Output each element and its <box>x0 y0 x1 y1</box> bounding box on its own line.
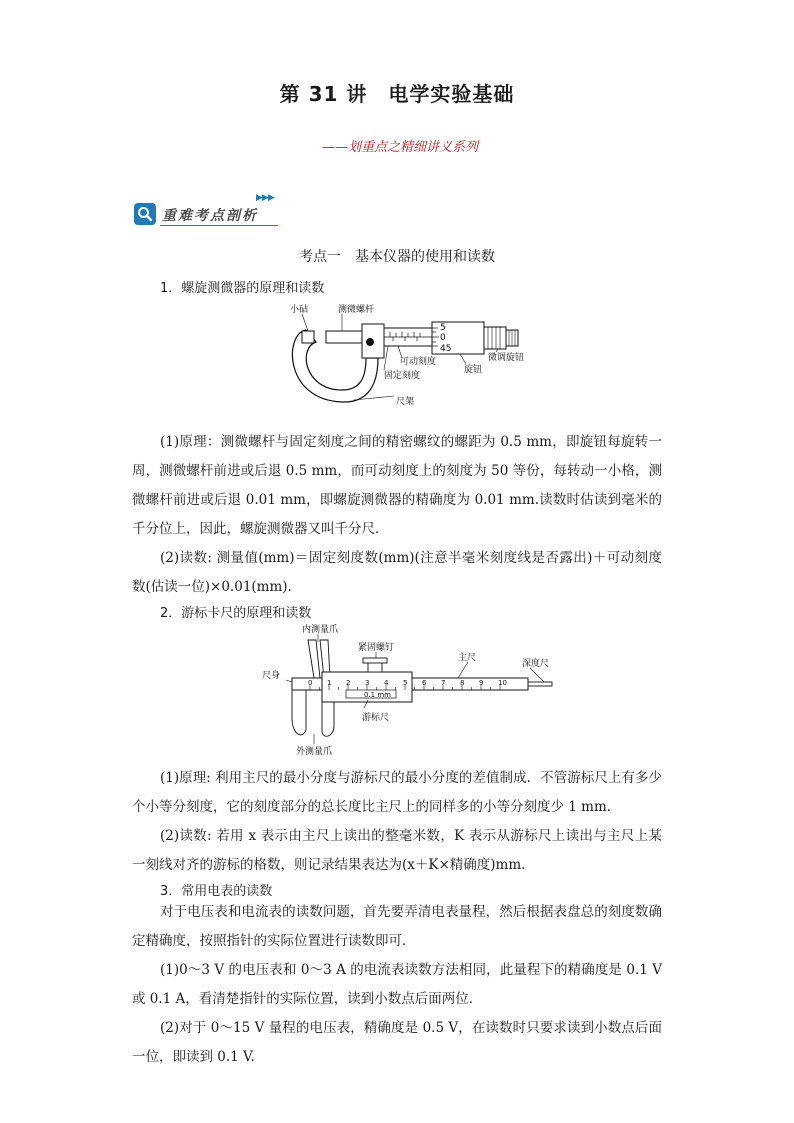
label-frame: 尺架 <box>396 397 415 407</box>
caliper-principle: (1)原理: 利用主尺的最小分度与游标尺的最小分度的差值制成．不管游标尺上有多少个小等分刻度，它的刻度部分的总长度比主尺上的同样多的小等分刻度少 1 mm. <box>132 770 662 815</box>
label-knob: 旋钮 <box>464 365 483 375</box>
thimble-number-5: 5 <box>440 323 446 333</box>
label-outer-jaw: 外测量爪 <box>296 747 333 757</box>
label-spindle: 测微螺杆 <box>338 305 375 315</box>
label-fixed-scale: 固定刻度 <box>384 371 421 381</box>
main-scale-number: 3 <box>365 679 370 687</box>
meters-small-range: (1)0～3 V 的电压表和 0～3 A 的电流表读数方法相同，此量程下的精确度是 0.1 V 或 0.1 A，看清楚指针的实际位置，读到小数点后面两位． <box>132 962 662 1007</box>
caliper-diagram <box>258 622 558 758</box>
main-scale-number: 7 <box>441 679 446 687</box>
caliper-heading: 2．游标卡尺的原理和读数 <box>160 606 312 621</box>
micrometer-principle: (1)原理：测微螺杆与固定刻度之间的精密螺纹的螺距为 0.5 mm，即旋钮每旋转一周，测微螺杆前进或后退 0.5 mm，而可动刻度上的刻度为 50 等份，每转动一小格，测微螺杆前进或后退 0.01 mm，即螺旋测微器的精确度为 0.01 mm.读数时估读到毫米的千分位上，因此，螺旋测微器又叫千分尺． <box>132 434 662 537</box>
search-icon <box>134 203 156 225</box>
meters-large-range: (2)对于 0～15 V 量程的电压表，精确度是 0.5 V，在读数时只要求读到小数点后面一位，即读到 0.1 V. <box>132 1020 662 1065</box>
label-inner-jaw: 内测量爪 <box>302 625 339 635</box>
label-anvil: 小砧 <box>290 305 309 315</box>
label-main-scale: 主尺 <box>458 653 477 663</box>
meters-intro: 对于电压表和电流表的读数问题，首先要弄清电表量程，然后根据表盘总的刻度数确定精确度，按照指针的实际位置进行读数即可． <box>132 904 662 949</box>
main-scale-number: 10 <box>498 679 507 687</box>
section-heading: 考点一 基本仪器的使用和读数 <box>299 249 495 265</box>
micrometer-heading: 1．螺旋测微器的原理和读数 <box>160 281 325 296</box>
label-fine-knob: 微调旋钮 <box>488 353 525 363</box>
triple-arrow-icon: ▶▶▶ <box>256 193 274 203</box>
meters-heading: 3．常用电表的读数 <box>160 884 273 899</box>
thimble-number-0: 0 <box>440 333 446 343</box>
main-scale-number: 8 <box>460 679 465 687</box>
main-scale-number: 5 <box>403 679 408 687</box>
label-movable-scale: 可动刻度 <box>400 357 437 367</box>
label-vernier: 游标尺 <box>362 713 390 723</box>
section-badge <box>132 193 282 229</box>
main-scale-number: 0 <box>308 679 313 687</box>
caliper-reading: (2)读数: 若用 x 表示由主尺上读出的整毫米数，K 表示从游标尺上读出与主尺上某一刻线对齐的游标的格数，则记录结果表达为(x＋K×精确度)mm. <box>132 828 662 873</box>
main-scale-number: 2 <box>346 679 351 687</box>
badge-label: 重难考点剖析 <box>162 208 258 224</box>
main-scale-number: 4 <box>384 679 389 687</box>
label-body: 尺身 <box>262 671 281 681</box>
label-screw: 紧固螺钉 <box>358 643 395 653</box>
main-scale-number: 9 <box>479 679 484 687</box>
main-scale-number: 6 <box>422 679 427 687</box>
page-title: 第 31 讲 电学实验基础 <box>279 82 515 106</box>
page-subtitle: ——划重点之精细讲义系列 <box>321 140 478 155</box>
main-scale-number: 1 <box>327 679 332 687</box>
micrometer-diagram <box>282 300 542 412</box>
label-depth-gauge: 深度尺 <box>522 659 550 669</box>
thimble-number-45: 45 <box>440 344 452 354</box>
badge-underline <box>160 225 278 226</box>
label-precision: 0.1 mm <box>364 691 391 699</box>
micrometer-reading: (2)读数: 测量值(mm)＝固定刻度数(mm)(注意半毫米刻度线是否露出)＋可动刻度数(估读一位)×0.01(mm). <box>132 550 662 595</box>
